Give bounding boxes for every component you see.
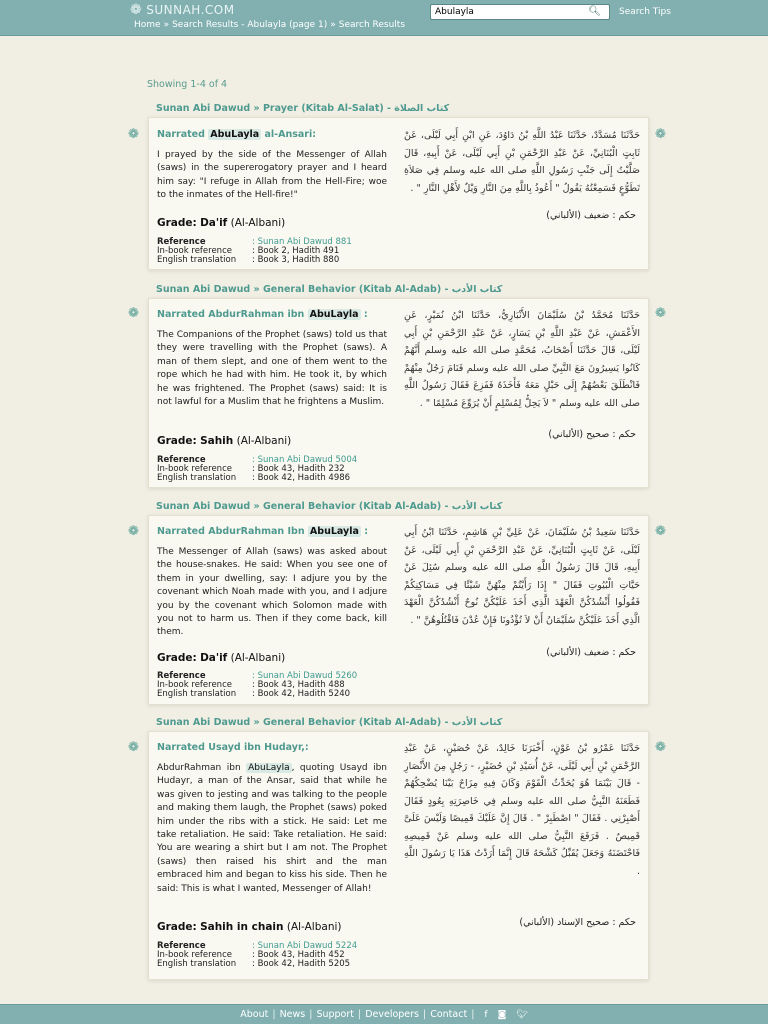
breadcrumb-current: Search Results: [338, 20, 406, 30]
result-chapter-title[interactable]: Sunan Abi Dawud » General Behavior (Kitab Al-Adab) - كتاب الأدب: [156, 717, 503, 728]
hadith-arabic-text: حَدَّثَنَا مُحَمَّدُ بْنُ سُلَيْمَانَ الأَنْبَارِيُّ، حَدَّثَنَا ابْنُ نُمَيْرٍ، عَنِ الأَعْمَشِ، عَنْ عَبْدِ اللَّهِ بْنِ يَسَارٍ، عَنْ عَبْدِ الرَّحْمَنِ بْنِ أَبِي لَيْلَى، قَالَ حَدَّثَنَا أَصْحَابُ، مُحَمَّدٍ صلى الله عليه وسلم أَنَّهُمْ كَانُوا يَسِيرُونَ مَعَ النَّبِيِّ صلى الله عليه وسلم فَنَامَ رَجُلٌ مِنْهُمْ فَانْطَلَقَ بَعْضُهُمْ إِلَى حَبْلٍ مَعَهُ فَأَخَذَهُ فَفَزِعَ فَقَالَ رَسُولُ اللَّهِ صلى الله عليه وسلم ‏"‏ لاَ يَحِلُّ لِمُسْلِمٍ أَنْ يُرَوِّعَ مُسْلِمًا ‏"‏ ‏.‏: [404, 310, 640, 409]
narrator-line: Narrated AbdurRahman Ibn AbuLayla :: [157, 526, 368, 537]
footer-separator: |: [471, 1009, 475, 1020]
english-column: [157, 526, 387, 640]
hadith-arabic-text: حَدَّثَنَا سَعِيدُ بْنُ سُلَيْمَانَ، عَنْ عَلِيِّ بْنِ هَاشِمٍ، حَدَّثَنَا ابْنُ أَبِي لَيْلَى، عَنْ ثَابِتٍ الْبُنَانِيِّ، عَنْ عَبْدِ الرَّحْمَنِ بْنِ أَبِي لَيْلَى، عَنْ أَبِيهِ، قَالَ قَالَ رَسُولُ اللَّهِ صلى الله عليه وسلم سُئِلَ عَنْ حَيَّاتِ الْبُيُوتِ فَقَالَ ‏"‏ إِذَا رَأَيْتُمْ مِنْهُنَّ شَيْئًا فِي مَسَاكِنِكُمْ فَقُولُوا أَنْشُدُكُنَّ الْعَهْدَ الَّذِي أَخَذَ عَلَيْكُنَّ نُوحٌ أَنْشُدُكُنَّ الْعَهْدَ الَّذِي أَخَذَ عَلَيْكُنَّ سُلَيْمَانُ أَنْ لاَ تُؤْذُونَا فَإِنْ عُدْنَ فَاقْتُلُوهُنَّ ‏"‏ ‏.‏: [404, 527, 640, 626]
search-tips-link[interactable]: Search Tips: [619, 7, 671, 17]
english-column: [157, 309, 387, 409]
ornament-left-icon: ❁: [128, 306, 139, 321]
chapter-title-en: Sunan Abi Dawud » General Behavior (Kitab Al-Adab): [156, 501, 442, 512]
breadcrumb: [134, 20, 405, 30]
breadcrumb-search-results-page[interactable]: Search Results - Abulayla (page 1): [172, 20, 328, 30]
hadith-english-text: AbdurRahman ibn AbuLayla , quoting Usayd ibn Hudayr, a man of the Ansar, said that while he was given to jesting and was talking to the people and making them laugh, the Prophet (saws) poked him under the ribs with a stick. He said: Let me take retaliation. He said: Take retaliation. He said: You are wearing a shirt but I am not. The Prophet (saws) then raised his shirt and the man embraced him and began to kiss his side. Then he said: This is what I wanted, Messenger of Allah!: [157, 763, 388, 894]
chapter-title-en: Sunan Abi Dawud » General Behavior (Kitab Al-Adab): [156, 284, 442, 295]
search-highlight: AbuLayla: [210, 129, 260, 140]
ornament-right-icon: ❁: [655, 524, 666, 539]
narrator-line: Narrated AbuLayla al-Ansari:: [157, 129, 317, 140]
breadcrumb-separator: »: [163, 20, 170, 30]
chapter-title-en: Sunan Abi Dawud » General Behavior (Kitab Al-Adab): [156, 717, 442, 728]
ornament-right-icon: ❁: [655, 740, 666, 755]
english-column: [157, 129, 387, 203]
reference-block: Reference : Sunan Abi Dawud 5260 In-book reference : Book 43, Hadith 488 English translation : Book 42, Hadith 5240: [157, 671, 358, 699]
hadith-card: [148, 298, 649, 488]
arabic-grade: حكم : ضعيف (الألباني): [546, 210, 636, 221]
grade-line: Grade: Da'if (Al-Albani): [157, 217, 286, 229]
footer-link-developers[interactable]: Developers: [365, 1009, 420, 1020]
arabic-grade: حكم : صحيح الإسناد (الألباني): [519, 917, 636, 928]
reference-link[interactable]: : Sunan Abi Dawud 881: [252, 237, 352, 247]
ornament-right-icon: ❁: [655, 127, 666, 142]
top-header: [0, 0, 768, 36]
footer-link-news[interactable]: News: [279, 1009, 306, 1020]
breadcrumb-home[interactable]: Home: [134, 20, 161, 30]
footer-link-about[interactable]: About: [240, 1009, 269, 1020]
reference-link[interactable]: : Sunan Abi Dawud 5260: [252, 671, 358, 681]
chapter-title-en: Sunan Abi Dawud » Prayer (Kitab Al-Salat): [156, 103, 384, 114]
hadith-english-text: The Messenger of Allah (saws) was asked about the house-snakes. He said: When you see one of them in your dwelling, say: I adjure you by the covenant which Noah made with you, and I adjure you by the covenant which Solomon made with you not to harm us. Then if they come back, kill them.: [157, 547, 387, 638]
chapter-title-ar: كتاب الأدب: [451, 501, 503, 512]
twitter-icon[interactable]: 🐦︎: [516, 1009, 528, 1020]
footer-separator: |: [423, 1009, 427, 1020]
ornament-left-icon: ❁: [128, 740, 139, 755]
logo-text: SUNNAH.COM: [146, 3, 235, 17]
logo-flower-icon: ❁: [130, 2, 143, 18]
search-icon[interactable]: 🔍︎: [588, 6, 601, 17]
search-input[interactable]: [431, 5, 581, 19]
site-logo[interactable]: [130, 2, 235, 18]
footer-link-contact[interactable]: Contact: [430, 1009, 468, 1020]
grade-line: Grade: Sahih in chain (Al-Albani): [157, 921, 342, 933]
grade-value: Da'if: [200, 652, 228, 664]
search-highlight: AbuLayla: [309, 309, 359, 320]
english-column: [157, 742, 387, 896]
search-highlight: AbuLayla: [309, 526, 359, 537]
grade-value: Sahih: [200, 435, 234, 447]
reference-block: Reference : Sunan Abi Dawud 5224 In-book reference : Book 43, Hadith 452 English translation : Book 42, Hadith 5205: [157, 941, 358, 969]
instagram-icon[interactable]: ◙: [497, 1009, 507, 1020]
hadith-arabic-text: حَدَّثَنَا مُسَدَّدٌ، حَدَّثَنَا عَبْدُ اللَّهِ بْنُ دَاوُدَ، عَنِ ابْنِ أَبِي لَيْلَى، عَنْ ثَابِتٍ الْبُنَانِيِّ، عَنْ عَبْدِ الرَّحْمَنِ بْنِ أَبِي لَيْلَى، عَنْ أَبِيهِ، قَالَ صَلَّيْتُ إِلَى جَنْبِ رَسُولِ اللَّهِ صلى الله عليه وسلم فِي صَلاَةِ تَطَوُّعٍ فَسَمِعْتُهُ يَقُولُ ‏"‏ أَعُوذُ بِاللَّهِ مِنَ النَّارِ وَيْلٌ لأَهْلِ النَّارِ ‏"‏ ‏.‏: [404, 130, 640, 194]
result-chapter-title[interactable]: Sunan Abi Dawud » General Behavior (Kitab Al-Adab) - كتاب الأدب: [156, 501, 503, 512]
footer-separator: |: [309, 1009, 313, 1020]
chapter-title-ar: كتاب الأدب: [451, 717, 503, 728]
grade-line: Grade: Sahih (Al-Albani): [157, 435, 292, 447]
search-highlight: AbuLayla: [248, 763, 290, 773]
reference-link[interactable]: : Sunan Abi Dawud 5224: [252, 941, 358, 951]
result-chapter-title[interactable]: Sunan Abi Dawud » General Behavior (Kitab Al-Adab) - كتاب الأدب: [156, 284, 503, 295]
results-count: Showing 1-4 of 4: [147, 79, 228, 90]
ornament-left-icon: ❁: [128, 524, 139, 539]
chapter-title-ar: كتاب الصلاة: [394, 103, 450, 114]
grade-value: Da'if: [200, 217, 228, 229]
reference-block: Reference : Sunan Abi Dawud 881 In-book reference : Book 2, Hadith 491 English translation : Book 3, Hadith 880: [157, 237, 352, 265]
reference-link[interactable]: : Sunan Abi Dawud 5004: [252, 455, 358, 465]
ornament-right-icon: ❁: [655, 306, 666, 321]
footer-link-support[interactable]: Support: [316, 1009, 354, 1020]
reference-block: Reference : Sunan Abi Dawud 5004 In-book reference : Book 43, Hadith 232 English translation : Book 42, Hadith 4986: [157, 455, 358, 483]
hadith-english-text: The Companions of the Prophet (saws) told us that they were travelling with the Prophet (saws). A man of them slept, and one of them went to the rope which he had with him. He took it, by which he was frightened. The Prophet (saws) said: It is not lawful for a Muslim that he frightens a Muslim.: [157, 330, 387, 408]
footer-separator: |: [358, 1009, 362, 1020]
result-chapter-title[interactable]: Sunan Abi Dawud » Prayer (Kitab Al-Salat) - كتاب الصلاة: [156, 103, 450, 114]
narrator-line: Narrated Usayd ibn Hudayr,:: [157, 742, 309, 753]
hadith-card: [148, 515, 649, 705]
footer: [0, 1004, 768, 1024]
breadcrumb-separator: »: [330, 20, 336, 30]
footer-separator: |: [272, 1009, 276, 1020]
grade-value: Sahih in chain: [200, 921, 284, 933]
arabic-grade: حكم : صحيح (الألباني): [548, 429, 636, 440]
search-box: [430, 4, 610, 20]
hadith-english-text: I prayed by the side of the Messenger of Allah (saws) in the supererogatory prayer and I heard him say: "I refuge in Allah from the Hell-Fire; woe to the inmates of the Hell-fire!": [157, 150, 387, 201]
facebook-icon[interactable]: f: [484, 1009, 488, 1020]
ornament-left-icon: ❁: [128, 127, 139, 142]
chapter-title-ar: كتاب الأدب: [451, 284, 503, 295]
arabic-grade: حكم : ضعيف (الألباني): [546, 647, 636, 658]
hadith-card: [148, 117, 649, 270]
narrator-line: Narrated AbdurRahman ibn AbuLayla :: [157, 309, 368, 320]
hadith-card: [148, 731, 649, 980]
grade-line: Grade: Da'if (Al-Albani): [157, 652, 286, 664]
hadith-arabic-text: حَدَّثَنَا عَمْرُو بْنُ عَوْنٍ، أَخْبَرَنَا خَالِدٌ، عَنْ حُصَيْنٍ، عَنْ عَبْدِ الرَّحْمَنِ بْنِ أَبِي لَيْلَى، عَنْ أُسَيْدِ بْنِ حُضَيْرٍ، - رَجُلٍ مِنَ الأَنْصَارِ - قَالَ بَيْنَمَا هُوَ يُحَدِّثُ الْقَوْمَ وَكَانَ فِيهِ مِزَاحٌ بَيْنَا يُضْحِكُهُمْ فَطَعَنَهُ النَّبِيُّ صلى الله عليه وسلم فِي خَاصِرَتِهِ بِعُودٍ فَقَالَ أَصْبِرْنِي ‏.‏ فَقَالَ ‏"‏ اصْطَبِرْ ‏"‏ ‏.‏ قَالَ إِنَّ عَلَيْكَ قَمِيصًا وَلَيْسَ عَلَىَّ قَمِيصٌ ‏.‏ فَرَفَعَ النَّبِيُّ صلى الله عليه وسلم عَنْ قَمِيصِهِ فَاحْتَضَنَهُ وَجَعَلَ يُقَبِّلُ كَشْحَهُ قَالَ إِنَّمَا أَرَدْتُ هَذَا يَا رَسُولَ اللَّهِ ‏.‏: [404, 743, 640, 877]
